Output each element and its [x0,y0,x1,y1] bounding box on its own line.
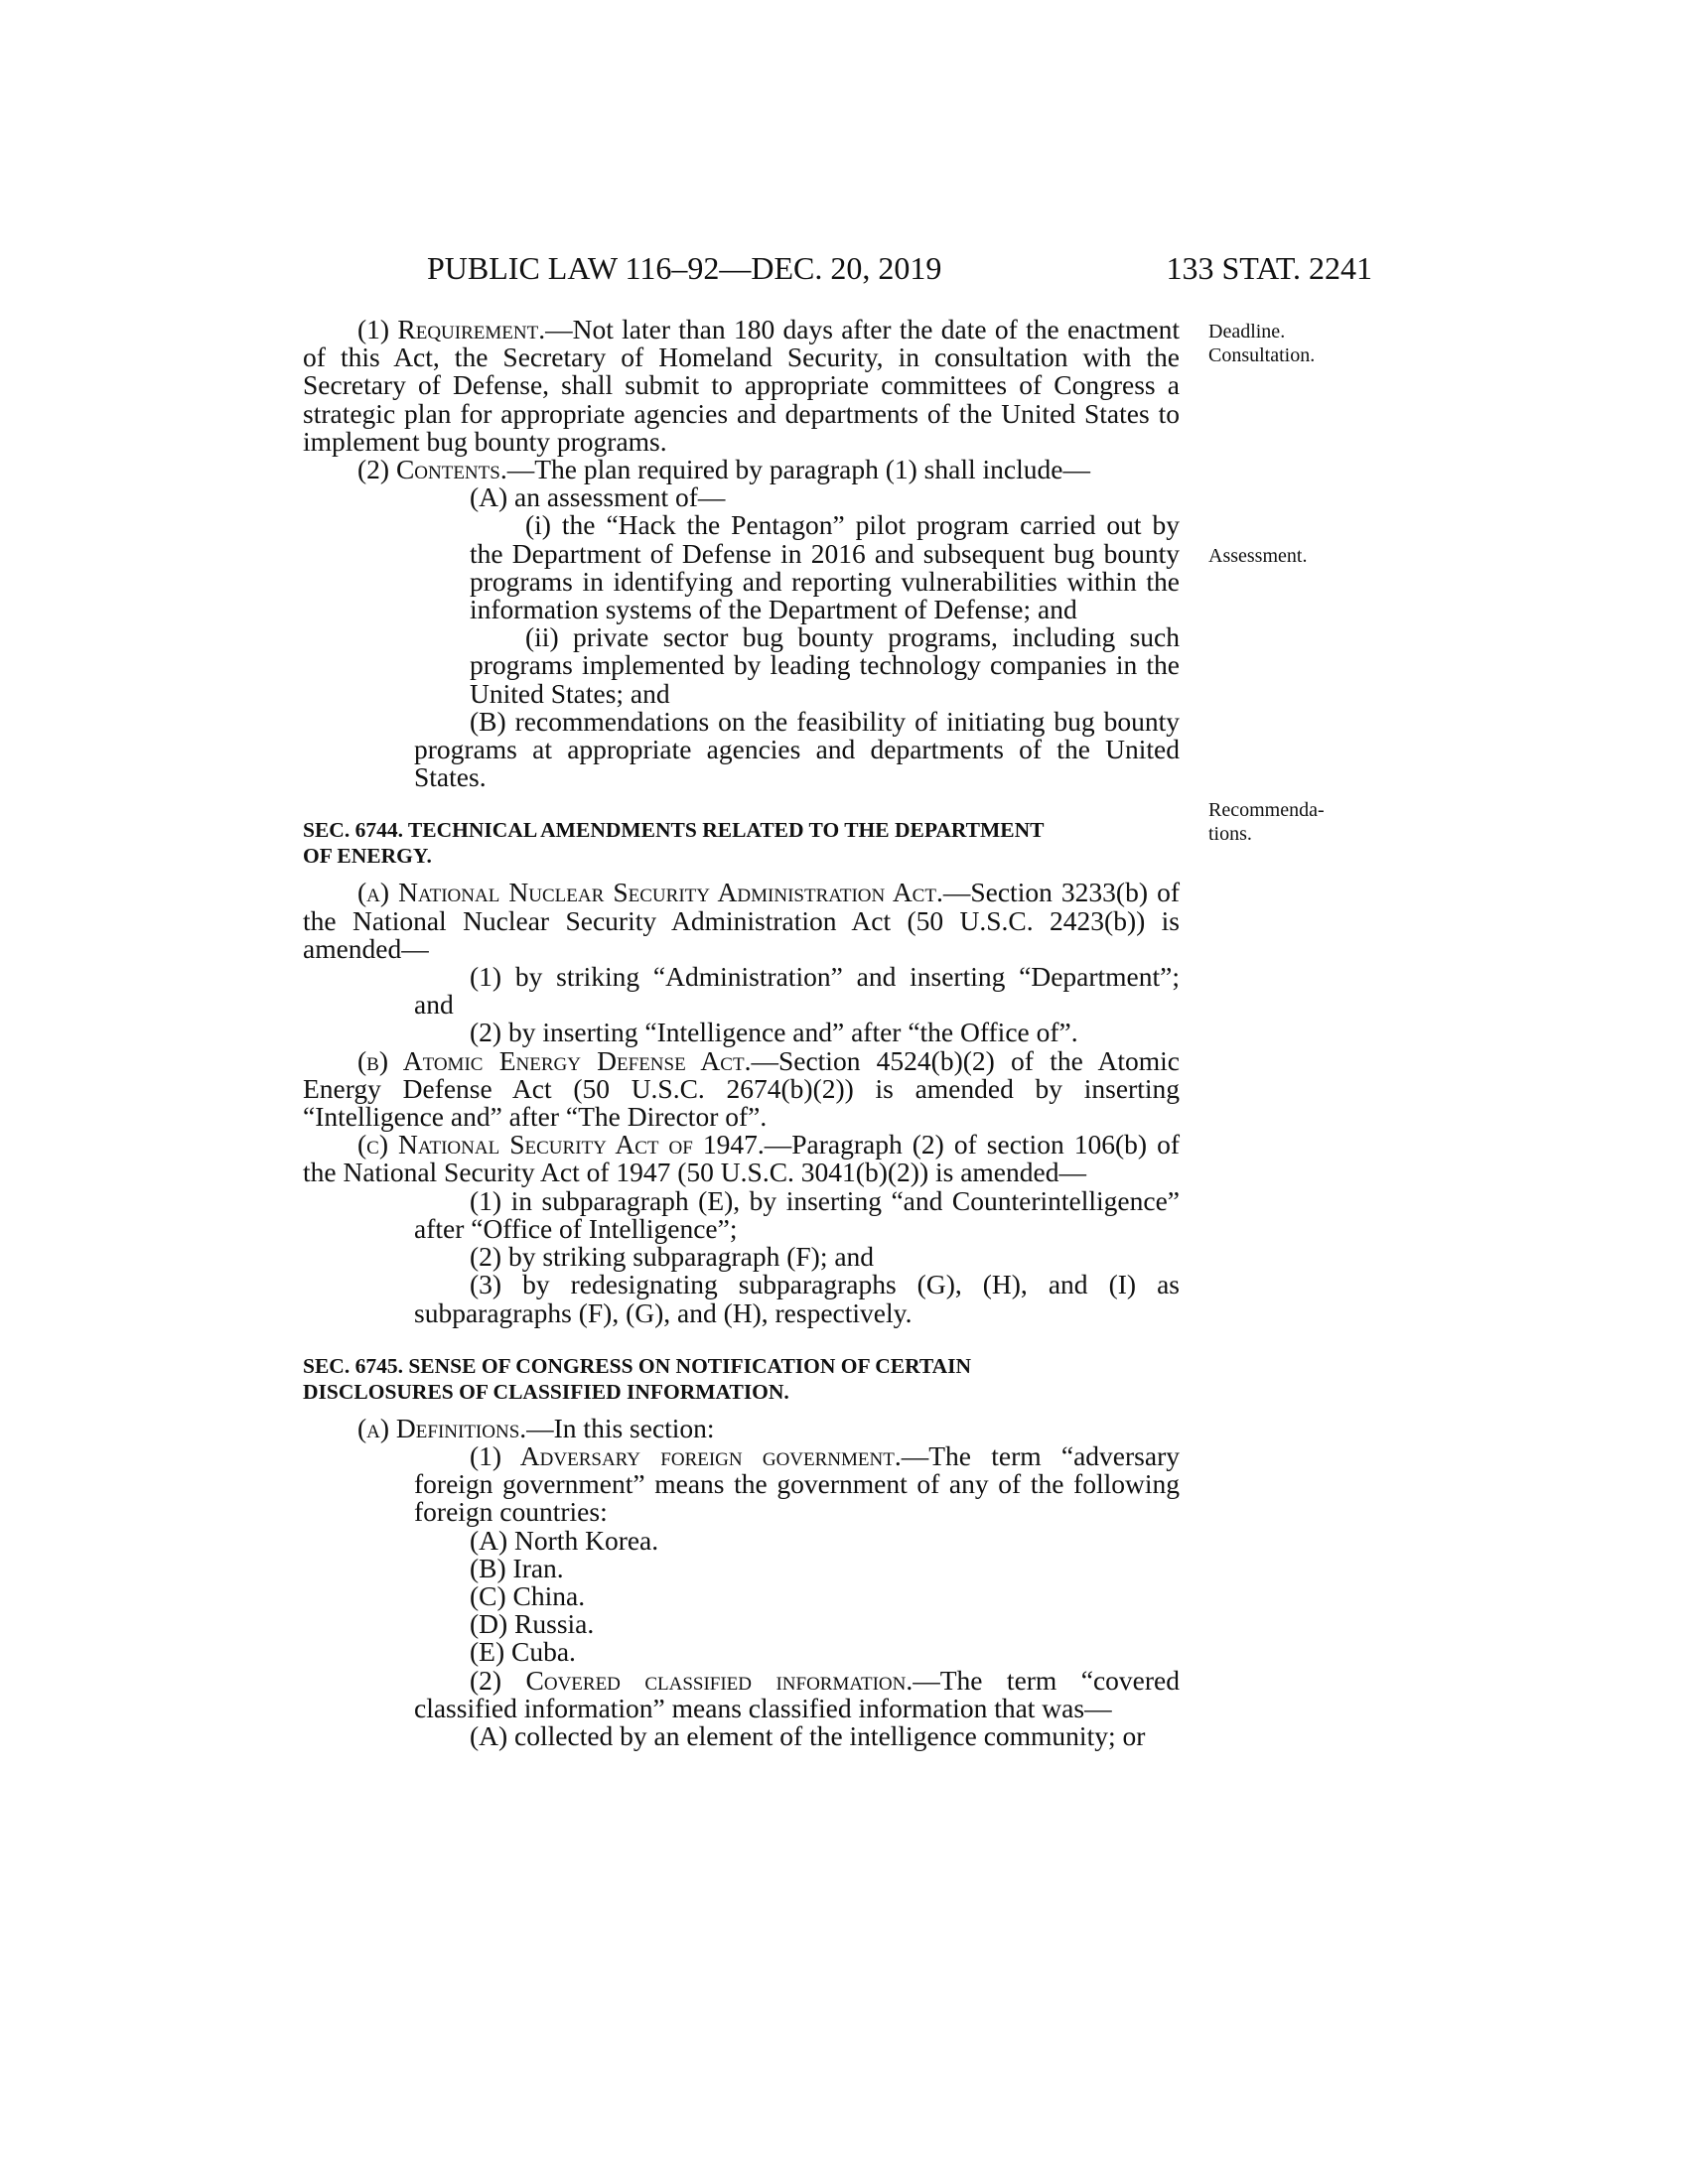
margin-note-recommendations [1208,798,1357,846]
statute-page-number: 133 STAT. 2241 [1166,250,1372,286]
paragraph-item: (2) by inserting “Intelligence and” after “the Office of”. [470,1017,1078,1048]
paragraph-item: (1) by striking “Administration” and inserting “Department”; and [414,961,1180,1021]
clause-i: (i) the “Hack the Pentagon” pilot program carried out by the Department of Defense in 2016 and subsequent bug bounty programs in identifying and reporting vulnerabilities within the information systems of the Department of Defense; and [470,509,1180,625]
subsection-label: (a) National Nuclear Security Administration Act. [357,877,943,908]
margin-note-text: Deadline. [1208,321,1286,342]
subsection-text: —Section 4524(b)(2) of the Atomic Energy Defense Act (50 U.S.C. 2674(b)(2)) is amended by inserting “Intelligence and” after “The Director of”. [303,1044,1181,1133]
country-list [303,1524,1180,1668]
subsection-c [303,1131,1180,1186]
paragraph-item: (2) by striking subparagraph (F); and [470,1241,875,1273]
subsection-text: —In this section: [526,1412,715,1443]
definition-label: (2) Covered classified information. [470,1664,914,1696]
definition-label: (1) Adversary foreign government. [470,1439,902,1471]
subparagraph-b: (B) recommendations on the feasibility of initiating bug bounty programs at appropriate agencies and departments of the United States. [414,705,1180,793]
paragraph-label: (1) Requirement. [357,314,546,344]
paragraph-requirement [303,316,1180,456]
paragraph-text: —Not later than 180 days after the date of the enactment of this Act, the Secretary of Homeland Security, in consultation with the Secretary of Defense, shall submit to appropriate committees of Congress a strategic plan for appropriate agencies and departments of the United States to implement bug bounty programs. [303,314,1180,457]
definition-adversary-foreign-government [303,1439,1180,1528]
paragraph-item: (3) by redesignating subparagraphs (G), (H), and (I) as subparagraphs (F), (G), and (H), respectively. [414,1269,1180,1328]
margin-note-text: tions. [1208,823,1252,845]
section-heading-line: DISCLOSURES OF CLASSIFIED INFORMATION. [303,1379,789,1404]
subsection-label: (b) Atomic Energy Defense Act. [357,1044,752,1076]
definition-covered-classified-information [303,1664,1180,1723]
section-heading-line: OF ENERGY. [303,844,432,869]
page-header [427,250,1372,290]
subsection-a [303,879,1180,963]
subsection-label: (c) National Security Act of 1947. [357,1129,765,1160]
subparagraph-a: (A) an assessment of— [470,481,726,513]
list-item: (D) Russia. [470,1608,595,1640]
section-heading-line: SEC. 6745. SENSE OF CONGRESS ON NOTIFICATION OF CERTAIN [303,1353,972,1378]
subsection-b [303,1044,1181,1133]
paragraph-item: (1) in subparagraph (E), by inserting “and Counterintelligence” after “Office of Intelligence”; [414,1184,1180,1244]
subsection-text: —Section 3233(b) of the National Nuclear Security Administration Act (50 U.S.C. 2423(b)) is amended— [303,877,1180,964]
section-heading-6745 [303,1353,1180,1405]
list-item: (B) Iran. [470,1552,564,1583]
subsection-text: —Paragraph (2) of section 106(b) of the National Security Act of 1947 (50 U.S.C. 3041(b)(2)) is amended— [303,1129,1180,1188]
section-heading-line: SEC. 6744. TECHNICAL AMENDMENTS RELATED TO THE DEPARTMENT [303,818,1045,843]
list-item: (A) North Korea. [470,1524,659,1556]
subsection-label: (a) Definitions. [357,1412,527,1443]
paragraph-text: —The plan required by paragraph (1) shall include— [506,454,1090,485]
list-item: (E) Cuba. [470,1636,576,1668]
clause-ii: (ii) private sector bug bounty programs, including such programs implemented by leading technology companies in the United States; and [470,621,1180,709]
document-body [303,316,1180,1750]
margin-note-assessment [1208,544,1357,568]
list-item: (C) China. [470,1579,586,1611]
subsection-definitions [303,1412,1180,1443]
paragraph-label: (2) Contents. [357,454,507,485]
margin-note-text: Consultation. [1208,344,1316,366]
subparagraph-item: (A) collected by an element of the intelligence community; or [470,1719,1146,1751]
paragraph-contents [303,456,1180,483]
margin-note-text: Recommenda- [1208,799,1325,821]
definition-text: —The term “covered classified information” means classified information that was— [414,1664,1180,1723]
margin-note-deadline [1208,320,1357,367]
margin-note-text: Assessment. [1208,545,1308,567]
definition-text: —The term “adversary foreign government” means the government of any of the following foreign countries: [414,1439,1180,1528]
section-heading-6744 [303,817,1180,869]
public-law-citation: PUBLIC LAW 116–92—DEC. 20, 2019 [427,250,942,286]
